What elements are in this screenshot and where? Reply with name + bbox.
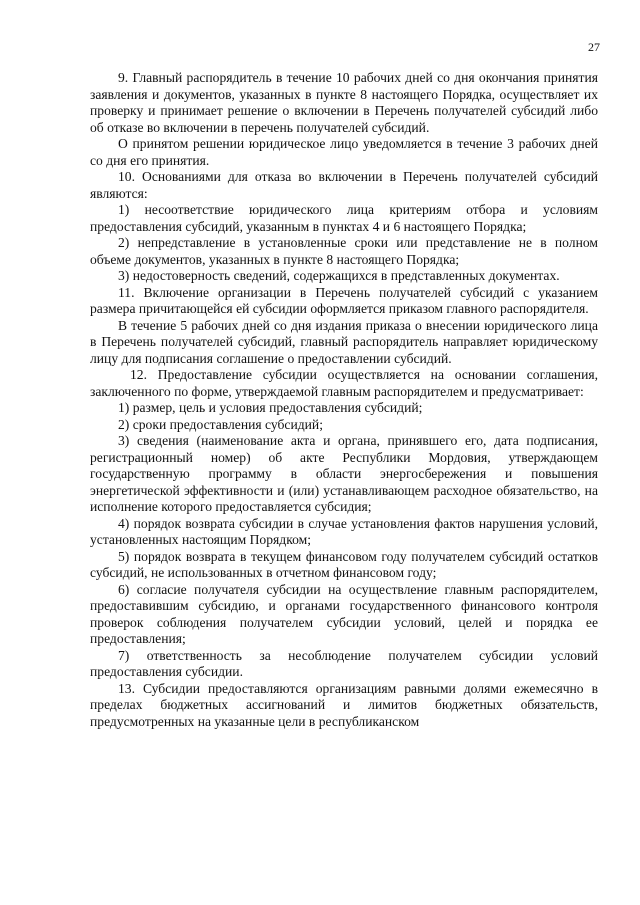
paragraph-9: 9. Главный распорядитель в течение 10 рабочих дней со дня окончания принятия заявления и документов, указанных в пункте 8 настоящего Порядка, осуществляет их проверку и принимает решение о включении в Перечень получателей субсидий либо об отказе во включении в перечень получателей субсидий. [90,70,598,135]
list-item-12-7: 7) ответственность за несоблюдение получателем субсидии условий предоставления субсидии. [90,647,598,679]
list-item-12-3: 3) сведения (наименование акта и органа, принявшего его, дата подписания, регистрационный номер) об акте Республики Мордовия, утверждающем государственную программу в области энергосбережения и повышения энергетической эффективности и (или) устанавливающем расходное обязательство, на исполнение которого предоставляется субсидия; [90,433,598,514]
document-body [90,70,598,730]
list-item-12-5: 5) порядок возврата в текущем финансовом году получателем субсидий остатков субсидий, не использованных в отчетном финансовом году; [90,548,598,580]
paragraph-13: 13. Субсидии предоставляются организациям равными долями ежемесячно в пределах бюджетных ассигнований и лимитов бюджетных обязательств, предусмотренных на указанные цели в республиканском [90,680,598,729]
paragraph-12: 12. Предоставление субсидии осуществляется на основании соглашения, заключенного по форме, утверждаемой главным распорядителем и предусматривает: [90,367,598,399]
paragraph-10: 10. Основаниями для отказа во включении в Перечень получателей субсидий являются: [90,169,598,201]
list-item-12-4: 4) порядок возврата субсидии в случае установления фактов нарушения условий, установленных настоящим Порядком; [90,515,598,547]
list-item-10-1: 1) несоответствие юридического лица критериям отбора и условиям предоставления субсидий, указанным в пунктах 4 и 6 настоящего Порядка; [90,202,598,234]
list-item-12-1: 1) размер, цель и условия предоставления субсидий; [118,400,423,415]
list-item-12-2: 2) сроки предоставления субсидий; [118,416,323,432]
paragraph-agreement-send: В течение 5 рабочих дней со дня издания приказа о внесении юридического лица в Перечень получателей субсидий, главный распорядитель направляет юридическому лицу для подписания соглашение о предоставлении субсидий. [90,317,598,366]
list-item-10-2: 2) непредставление в установленные сроки или представление не в полном объеме документов, указанных в пункте 8 настоящего Порядка; [90,235,598,267]
list-item-10-3: 3) недостоверность сведений, содержащихся в представленных документах. [118,268,560,283]
list-item-12-6: 6) согласие получателя субсидии на осуществление главным распорядителем, предоставившим субсидию, и органами государственного финансового контроля проверок соблюдения получателем субсидии условий, целей и порядка ее предоставления; [90,581,598,646]
paragraph-notification: О принятом решении юридическое лицо уведомляется в течение 3 рабочих дней со дня его принятия. [90,136,598,168]
paragraph-11: 11. Включение организации в Перечень получателей субсидий с указанием размера причитающейся ей субсидии оформляется приказом главного распорядителя. [90,284,598,316]
page-number: 27 [588,40,600,54]
